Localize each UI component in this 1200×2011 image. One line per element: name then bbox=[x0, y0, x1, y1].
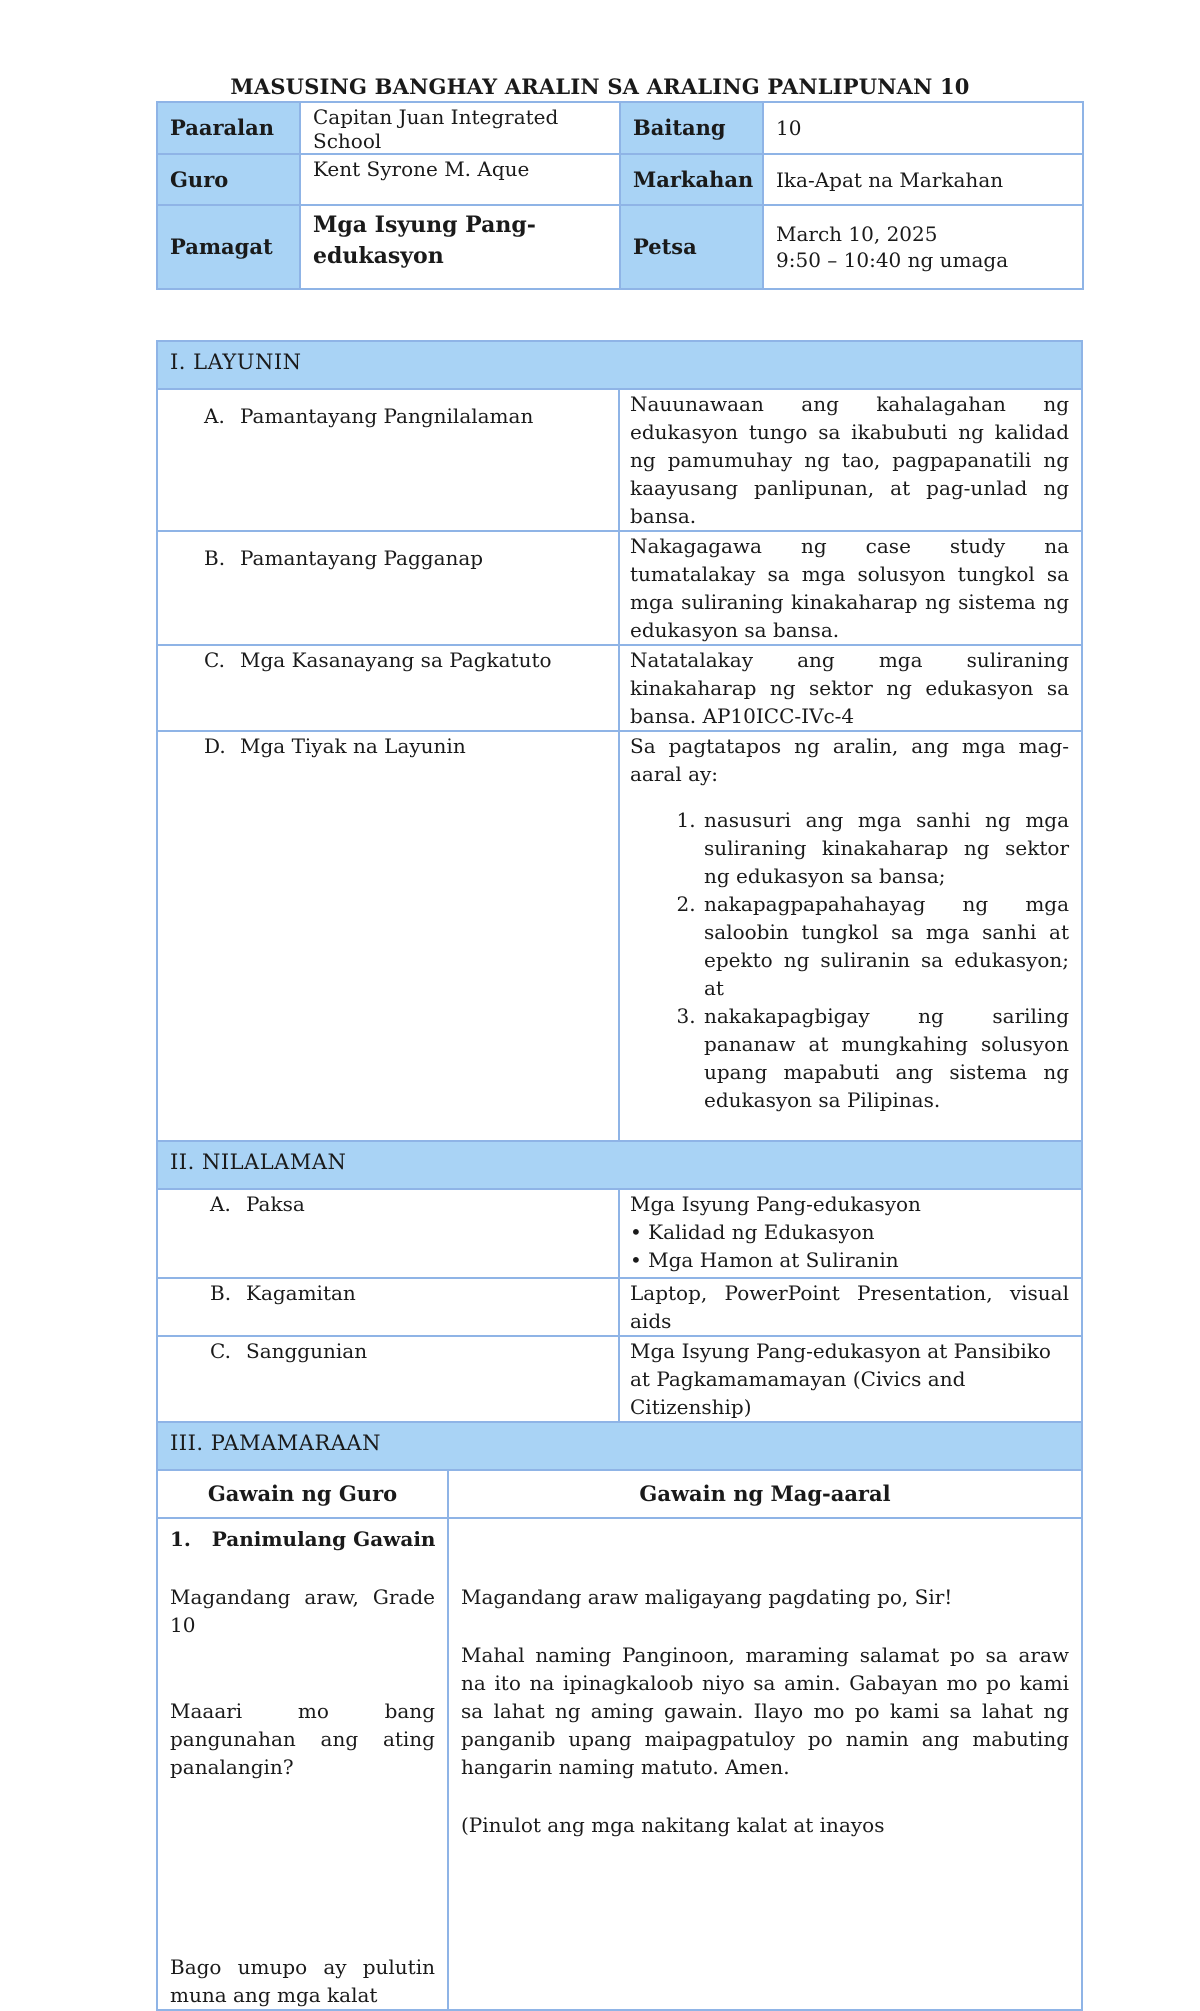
paaralan-value: Capitan Juan Integrated School bbox=[300, 102, 620, 154]
guro-value: Kent Syrone M. Aque bbox=[300, 154, 620, 205]
nilalaman-c-label-cell bbox=[157, 1336, 619, 1422]
step-heading: 1. Panimulang Gawain bbox=[170, 1527, 436, 1551]
petsa-label: Petsa bbox=[620, 205, 763, 289]
nilalaman-c-label: Sanggunian bbox=[246, 1339, 368, 1363]
pamagat-value: Mga Isyung Pang-edukasyon bbox=[300, 205, 620, 289]
paaralan-label: Paaralan bbox=[157, 102, 300, 154]
layunin-heading: I. LAYUNIN bbox=[170, 350, 302, 374]
col-header-magaaral: Gawain ng Mag-aaral bbox=[448, 1470, 1082, 1518]
nilalaman-a-label: Paksa bbox=[246, 1192, 305, 1216]
layunin-d-cell bbox=[619, 731, 1082, 1141]
guro-activity-cell bbox=[157, 1518, 448, 2010]
paksa-bullet: • Kalidad ng Edukasyon bbox=[630, 1220, 875, 1244]
layunin-d-intro: Sa pagtatapos ng aralin, ang mga mag-aaral ay: bbox=[630, 734, 1070, 786]
layunin-c-label-cell bbox=[157, 645, 619, 731]
markahan-value: Ika-Apat na Markahan bbox=[763, 154, 1083, 205]
layunin-b-label-cell bbox=[157, 531, 619, 645]
nilalaman-b-label: Kagamitan bbox=[246, 1281, 356, 1305]
item-marker: C. bbox=[204, 648, 225, 672]
nilalaman-b-label-cell bbox=[157, 1278, 619, 1336]
objective-item: 1. nasusuri ang mga sanhi ng mga suliraning kinakaharap ng sektor ng edukasyon sa bansa; bbox=[702, 806, 1069, 890]
layunin-c-label: Mga Kasanayang sa Pagkatuto bbox=[240, 648, 552, 672]
paksa-line: Mga Isyung Pang-edukasyon bbox=[630, 1192, 921, 1216]
petsa-value bbox=[763, 205, 1083, 289]
baitang-label: Baitang bbox=[620, 102, 763, 154]
objective-item: 2. nakapagpapahahayag ng mga saloobin tungkol sa mga sanhi at epekto ng suliranin sa edukasyon; at bbox=[702, 890, 1069, 1002]
item-marker: B. bbox=[210, 1281, 232, 1305]
markahan-label: Markahan bbox=[620, 154, 763, 205]
nilalaman-a-cell bbox=[619, 1189, 1082, 1278]
guro-label: Guro bbox=[157, 154, 300, 205]
paksa-bullet: • Mga Hamon at Suliranin bbox=[630, 1248, 899, 1272]
layunin-c-text: Natatalakay ang mga suliraning kinakaharap ng sektor ng edukasyon sa bansa. AP10ICC-IVc-4 bbox=[619, 645, 1082, 731]
layunin-d-label-cell bbox=[157, 731, 619, 1141]
item-marker: A. bbox=[210, 1192, 231, 1216]
nilalaman-c-text: Mga Isyung Pang-edukasyon at Pansibiko at Pagkamamamayan (Civics and Citizenship) bbox=[619, 1336, 1082, 1422]
layunin-a-text: Nauunawaan ang kahalagahan ng edukasyon tungo sa ikabubuti ng kalidad ng pamumuhay ng tao, pagpapanatili ng kaayusang panlipunan, at pag-unlad ng bansa. bbox=[619, 389, 1082, 531]
objectives-list bbox=[630, 806, 1069, 1114]
page-title: MASUSING BANGHAY ARALIN SA ARALING PANLIPUNAN 10 bbox=[230, 74, 970, 99]
item-marker: B. bbox=[204, 546, 226, 570]
guro-cleanup: Bago umupo ay pulutin muna ang mga kalat bbox=[170, 1955, 435, 2007]
pamagat-label: Pamagat bbox=[157, 205, 300, 289]
student-activity-cell bbox=[448, 1518, 1082, 2010]
lesson-info-table bbox=[156, 101, 1084, 290]
col-header-guro: Gawain ng Guro bbox=[157, 1470, 448, 1518]
layunin-b-label: Pamantayang Pagganap bbox=[240, 546, 484, 570]
baitang-value: 10 bbox=[763, 102, 1083, 154]
item-marker: D. bbox=[204, 734, 226, 758]
layunin-a-label: Pamantayang Pangnilalaman bbox=[240, 404, 534, 428]
petsa-date: March 10, 2025 bbox=[776, 222, 938, 246]
petsa-time: 9:50 – 10:40 ng umaga bbox=[776, 248, 1009, 272]
guro-prayer-request: Maaari mo bang pangunahan ang ating panalangin? bbox=[170, 1699, 435, 1779]
item-marker: A. bbox=[204, 404, 225, 428]
guro-greeting: Magandang araw, Grade 10 bbox=[170, 1585, 435, 1637]
student-prayer: Mahal naming Panginoon, maraming salamat po sa araw na ito na ipinagkaloob niyo sa amin. Gabayan mo po kami sa lahat ng aming gawain. Ilayo mo po kami sa lahat ng panganib upang maipagpatuloy po namin ang mabuting hangarin naming matuto. Amen. bbox=[461, 1643, 1070, 1779]
nilalaman-b-text: Laptop, PowerPoint Presentation, visual aids bbox=[619, 1278, 1082, 1336]
nilalaman-heading: II. NILALAMAN bbox=[170, 1150, 347, 1174]
layunin-a-label-cell bbox=[157, 389, 619, 531]
pamamaraan-heading: III. PAMAMARAAN bbox=[170, 1431, 381, 1455]
objective-item: 3. nakakapagbigay ng sariling pananaw at mungkahing solusyon upang mapabuti ang sistema ng edukasyon sa Pilipinas. bbox=[702, 1002, 1069, 1114]
item-marker: C. bbox=[210, 1339, 231, 1363]
layunin-b-text: Nakagagawa ng case study na tumatalakay sa mga solusyon tungkol sa mga suliraning kinakaharap ng sistema ng edukasyon sa bansa. bbox=[619, 531, 1082, 645]
student-cleanup: (Pinulot ang mga nakitang kalat at inayos bbox=[461, 1813, 885, 1837]
layunin-d-label: Mga Tiyak na Layunin bbox=[240, 734, 466, 758]
nilalaman-a-label-cell bbox=[157, 1189, 619, 1278]
student-greeting: Magandang araw maligayang pagdating po, Sir! bbox=[461, 1585, 953, 1609]
lesson-plan-table bbox=[156, 340, 1083, 2011]
